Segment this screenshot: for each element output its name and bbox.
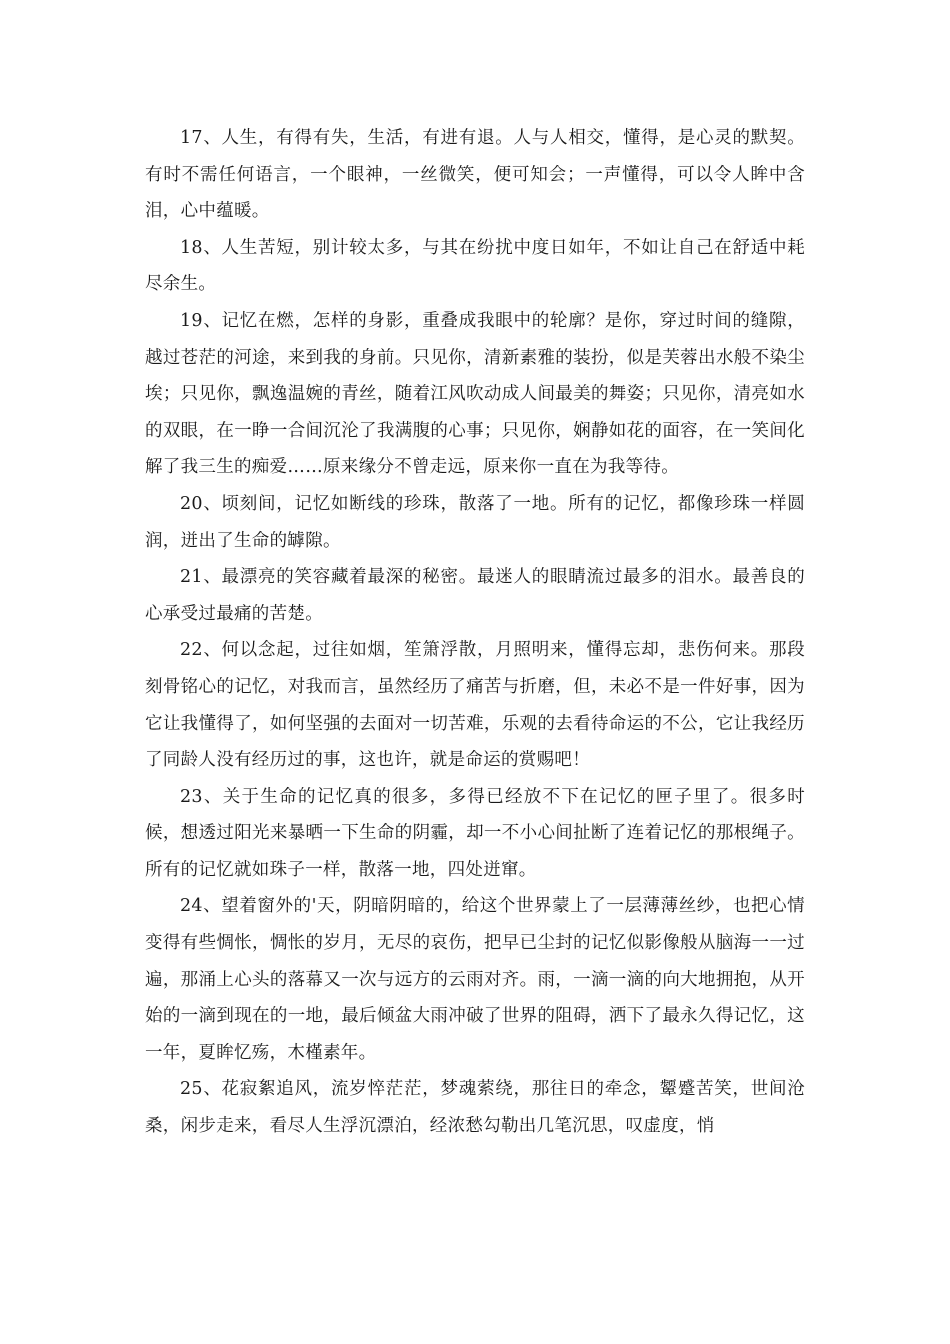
paragraph-25: 25、花寂絮追风，流岁悴茫茫，梦魂萦绕，那往日的牵念，颦蹙苦笑，世间沧桑，闲步走来，看尽人生浮沉漂泊，经浓愁勾勒出几笔沉思，叹虚度，悄 bbox=[145, 1079, 805, 1137]
paragraph-19: 19、记忆在燃，怎样的身影，重叠成我眼中的轮廓？是你，穿过时间的缝隙，越过苍茫的河途，来到我的身前。只见你，清新素雅的装扮，似是芙蓉出水般不染尘埃；只见你，飘逸温婉的青丝，随着江风吹动成人间最美的舞姿；只见你，清亮如水的双眼，在一睁一合间沉沦了我满腹的心事；只见你，娴静如花的面容，在一笑间化解了我三生的痴爱……原来缘分不曾走远，原来你一直在为我等待。 bbox=[145, 310, 805, 478]
paragraph-22: 22、何以念起，过往如烟，笙箫浮散，月照明来，懂得忘却，悲伤何来。那段刻骨铭心的记忆，对我而言，虽然经历了痛苦与折磨，但，未必不是一件好事，因为它让我懂得了，如何坚强的去面对一切苦难，乐观的去看待命运的不公，它让我经历了同龄人没有经历过的事，这也许，就是命运的赏赐吧！ bbox=[145, 640, 805, 771]
paragraph-17: 17、人生，有得有失，生活，有进有退。人与人相交，懂得，是心灵的默契。有时不需任何语言，一个眼神，一丝微笑，便可知会；一声懂得，可以令人眸中含泪，心中蕴暖。 bbox=[145, 128, 805, 222]
paragraph-23: 23、关于生命的记忆真的很多，多得已经放不下在记忆的匣子里了。很多时候，想透过阳光来暴晒一下生命的阴霾，却一不小心间扯断了连着记忆的那根绳子。所有的记忆就如珠子一样，散落一地，四处迸窜。 bbox=[145, 786, 805, 880]
document-body bbox=[145, 120, 805, 1145]
paragraph-21: 21、最漂亮的笑容藏着最深的秘密。最迷人的眼睛流过最多的泪水。最善良的心承受过最痛的苦楚。 bbox=[145, 567, 805, 624]
paragraph-18: 18、人生苦短，别计较太多，与其在纷扰中度日如年，不如让自己在舒适中耗尽余生。 bbox=[145, 237, 805, 295]
paragraph-24: 24、望着窗外的'天，阴暗阴暗的，给这个世界蒙上了一层薄薄丝纱，也把心情变得有些惆怅，惆怅的岁月，无尽的哀伤，把早已尘封的记忆似影像般从脑海一一过遍，那涌上心头的落幕又一次与远方的云雨对齐。雨，一滴一滴的向大地拥抱，从开始的一滴到现在的一地，最后倾盆大雨冲破了世界的阻碍，洒下了最永久得记忆，这一年，夏眸忆殇，木槿素年。 bbox=[145, 896, 805, 1063]
paragraph-20: 20、顷刻间，记忆如断线的珍珠，散落了一地。所有的记忆，都像珍珠一样圆润，迸出了生命的罅隙。 bbox=[145, 493, 805, 551]
